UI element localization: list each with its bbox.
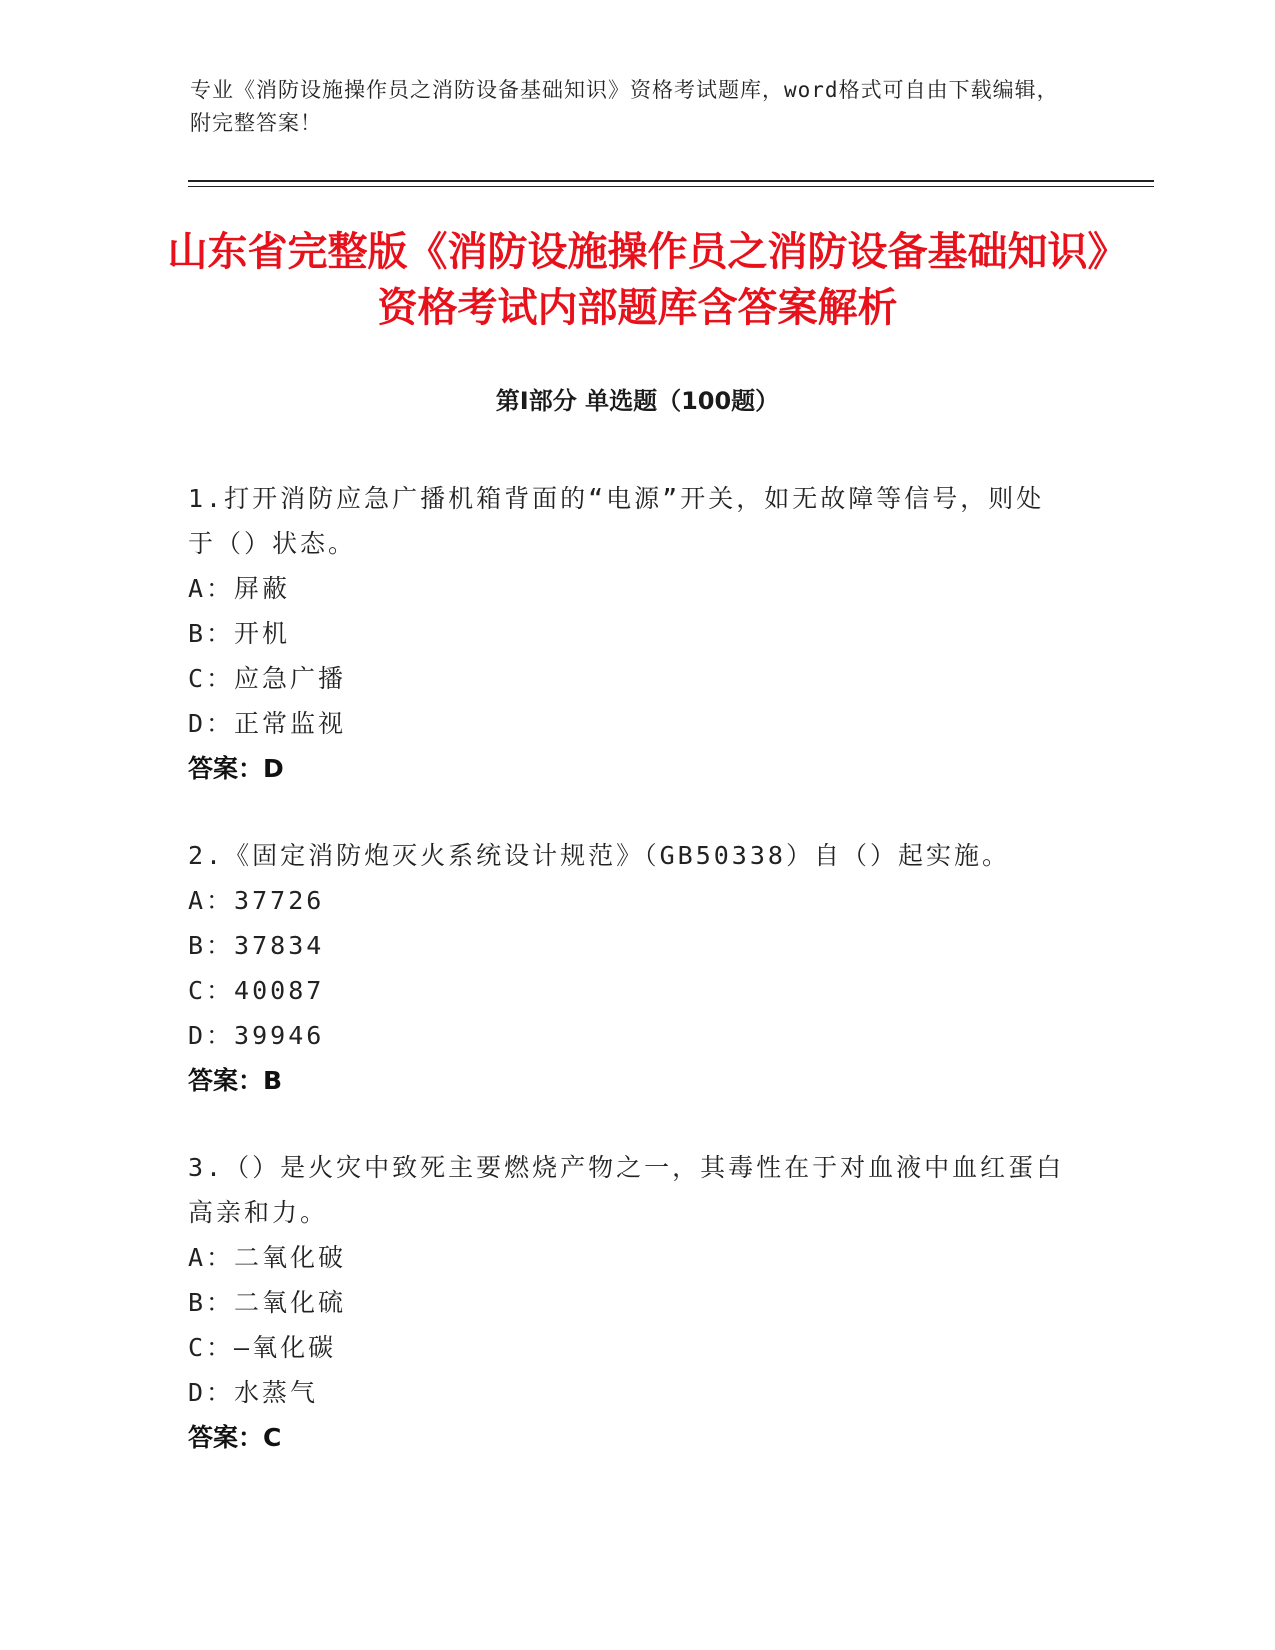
option-d: D：水蒸气 xyxy=(188,1378,319,1407)
option-a: A：37726 xyxy=(188,886,325,915)
answer: 答案：D xyxy=(188,754,284,783)
header-divider xyxy=(188,180,1154,182)
document-title: 山东省完整版《消防设施操作员之消防设备基础知识》资格考试内部题库含答案解析 xyxy=(167,229,1108,331)
question-stem: 2.《固定消防炮灭火系统设计规范》（GB50338）自（）起实施。 xyxy=(188,841,1010,870)
section-heading: 第Ⅰ部分 单选题（100题） xyxy=(495,387,780,415)
option-a: A：屏蔽 xyxy=(188,574,291,603)
question-list xyxy=(188,476,1068,1502)
header-note: 专业《消防设施操作员之消防设备基础知识》资格考试题库，word格式可自由下载编辑，附完整答案！ xyxy=(190,78,1059,135)
option-c: C：40087 xyxy=(188,976,325,1005)
option-d: D：正常监视 xyxy=(188,709,347,738)
question-3 xyxy=(188,1145,1068,1460)
option-a: A：二氧化破 xyxy=(188,1243,347,1272)
option-b: B：37834 xyxy=(188,931,325,960)
answer: 答案：B xyxy=(188,1066,283,1095)
option-b: B：开机 xyxy=(188,619,291,648)
header-divider-thin xyxy=(188,186,1154,187)
question-stem: 1.打开消防应急广播机箱背面的“电源”开关，如无故障等信号，则处于（）状态。 xyxy=(188,484,1045,558)
option-c: C：应急广播 xyxy=(188,664,347,693)
question-2 xyxy=(188,833,1068,1103)
answer: 答案：C xyxy=(188,1423,282,1452)
question-stem: 3.（）是火灾中致死主要燃烧产物之一，其毒性在于对血液中血红蛋白高亲和力。 xyxy=(188,1153,1065,1227)
option-c: C：—氧化碳 xyxy=(188,1333,337,1362)
option-d: D：39946 xyxy=(188,1021,325,1050)
question-1 xyxy=(188,476,1068,791)
option-b: B：二氧化硫 xyxy=(188,1288,347,1317)
